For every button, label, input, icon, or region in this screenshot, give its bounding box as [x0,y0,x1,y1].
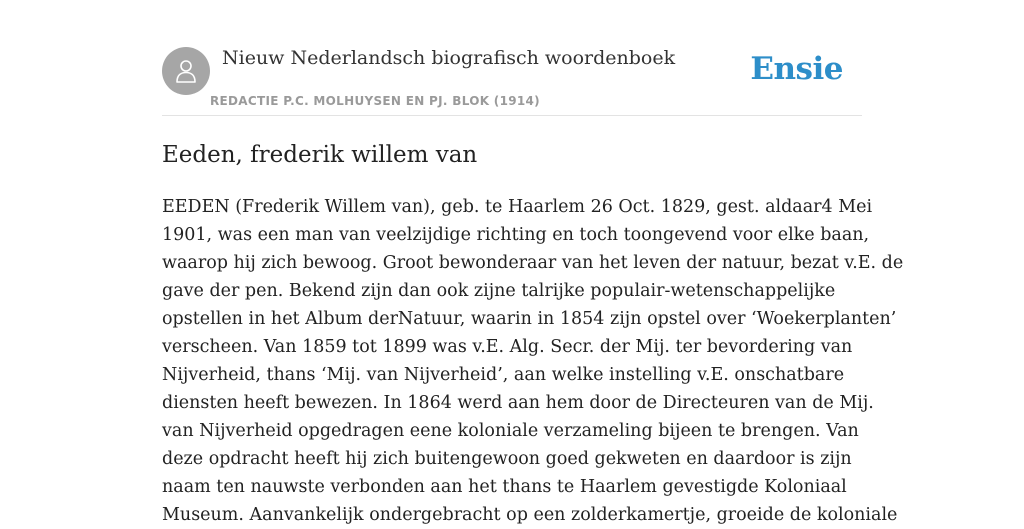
article-text-line: waarop hij zich bewoog. Groot bewonderaar van het leven der natuur, bezat v.E. de [162,253,904,273]
article-text-line: 1901, was een man van veelzijdige richting en toch toongevend voor elke baan, [162,225,870,245]
article-text-line: verscheen. Van 1859 tot 1899 was v.E. Alg. Secr. der Mij. ter bevordering van [162,337,853,357]
article-text-line: deze opdracht heeft hij zich buitengewoon goed gekweten en daardoor is zijn [162,449,852,469]
page-header [162,0,862,116]
avatar[interactable] [162,47,210,95]
article-text-line: naam ten nauwste verbonden aan het thans te Haarlem gevestigde Koloniaal [162,477,847,497]
article-text-line: van Nijverheid opgedragen eene koloniale verzameling bijeen te brengen. Van [162,421,859,441]
article-text-line: Nijverheid, thans ‘Mij. van Nijverheid’, aan welke instelling v.E. onschatbare [162,365,845,385]
article-text-line: gave der pen. Bekend zijn dan ook zijne talrijke populair-wetenschappelijke [162,281,836,301]
book-title[interactable]: Nieuw Nederlandsch biografisch woordenboek [222,47,676,69]
article-text-line: EEDEN (Frederik Willem van), geb. te Haarlem 26 Oct. 1829, gest. aldaar4 Mei [162,197,873,217]
ensie-logo[interactable]: Ensie [750,51,843,87]
article-text-line: Museum. Aanvankelijk ondergebracht op een zolderkamertje, groeide de koloniale [162,505,898,525]
article-text-line: diensten heeft bewezen. In 1864 werd aan hem door de Directeuren van de Mij. [162,393,874,413]
article-title: Eeden, frederik willem van [162,142,478,168]
article-text-line: opstellen in het Album derNatuur, waarin in 1854 zijn opstel over ‘Woekerplanten’ [162,309,897,329]
user-avatar-icon [172,57,200,85]
book-editors: REDACTIE P.C. MOLHUYSEN EN PJ. BLOK (1914) [210,94,540,108]
article-body [162,193,904,529]
